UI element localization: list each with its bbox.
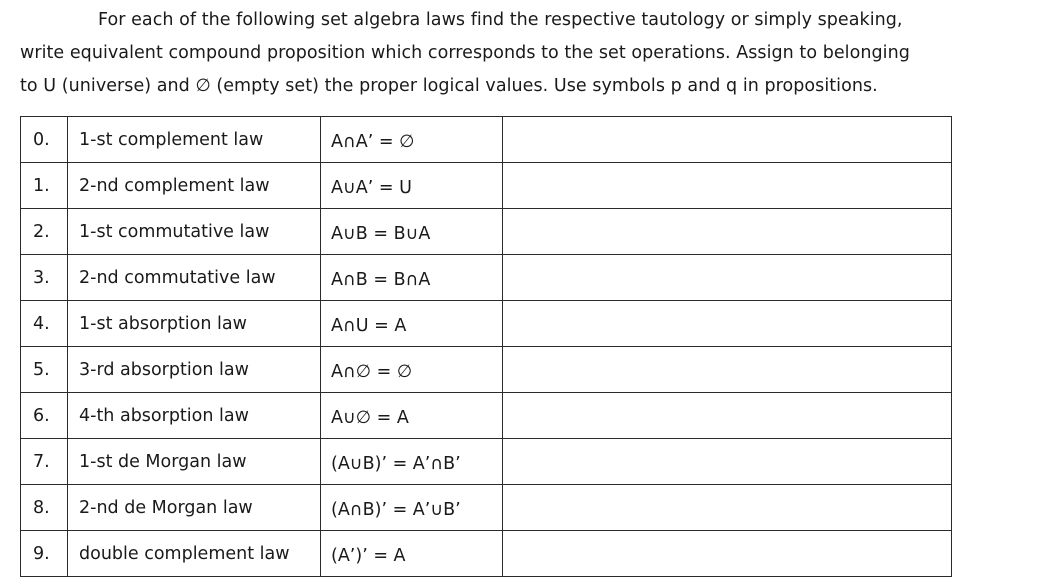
law-number: 9.: [21, 531, 68, 577]
law-number: 2.: [21, 209, 68, 255]
table-row: [21, 163, 952, 209]
answer-cell[interactable]: [503, 301, 952, 347]
law-name: 3-rd absorption law: [68, 347, 321, 393]
table-row: [21, 531, 952, 577]
law-name: 1-st complement law: [68, 117, 321, 163]
law-name: 1-st de Morgan law: [68, 439, 321, 485]
law-number: 5.: [21, 347, 68, 393]
table-row: [21, 393, 952, 439]
answer-cell[interactable]: [503, 163, 952, 209]
table-row: [21, 439, 952, 485]
law-formula: A∩A’ = ∅: [321, 117, 503, 163]
law-name: 2-nd de Morgan law: [68, 485, 321, 531]
instructions-line-2: write equivalent compound proposition which corresponds to the set operations. Assign to belonging: [20, 43, 910, 63]
set-laws-table: [20, 116, 952, 577]
table-row: [21, 301, 952, 347]
answer-cell[interactable]: [503, 485, 952, 531]
law-formula: A∩U = A: [321, 301, 503, 347]
law-number: 8.: [21, 485, 68, 531]
answer-cell[interactable]: [503, 117, 952, 163]
law-formula: (A’)’ = A: [321, 531, 503, 577]
law-formula: A∩∅ = ∅: [321, 347, 503, 393]
table-row: [21, 347, 952, 393]
answer-cell[interactable]: [503, 255, 952, 301]
law-name: double complement law: [68, 531, 321, 577]
answer-cell[interactable]: [503, 531, 952, 577]
answer-cell[interactable]: [503, 439, 952, 485]
law-number: 3.: [21, 255, 68, 301]
law-formula: A∪∅ = A: [321, 393, 503, 439]
law-number: 0.: [21, 117, 68, 163]
law-name: 1-st absorption law: [68, 301, 321, 347]
instructions-line-1: For each of the following set algebra laws find the respective tautology or simply speaking,: [98, 10, 903, 30]
law-formula: A∩B = B∩A: [321, 255, 503, 301]
law-formula: A∪A’ = U: [321, 163, 503, 209]
law-number: 4.: [21, 301, 68, 347]
instructions-paragraph: [20, 4, 1030, 103]
law-name: 2-nd complement law: [68, 163, 321, 209]
table-row: [21, 209, 952, 255]
law-number: 6.: [21, 393, 68, 439]
instructions-line-3: to U (universe) and ∅ (empty set) the proper logical values. Use symbols p and q in propositions.: [20, 76, 878, 96]
answer-cell[interactable]: [503, 347, 952, 393]
table-row: [21, 255, 952, 301]
law-formula: (A∪B)’ = A’∩B’: [321, 439, 503, 485]
law-formula: (A∩B)’ = A’∪B’: [321, 485, 503, 531]
law-name: 2-nd commutative law: [68, 255, 321, 301]
answer-cell[interactable]: [503, 393, 952, 439]
table-row: [21, 117, 952, 163]
answer-cell[interactable]: [503, 209, 952, 255]
law-number: 1.: [21, 163, 68, 209]
law-formula: A∪B = B∪A: [321, 209, 503, 255]
law-number: 7.: [21, 439, 68, 485]
table-row: [21, 485, 952, 531]
law-name: 4-th absorption law: [68, 393, 321, 439]
law-name: 1-st commutative law: [68, 209, 321, 255]
